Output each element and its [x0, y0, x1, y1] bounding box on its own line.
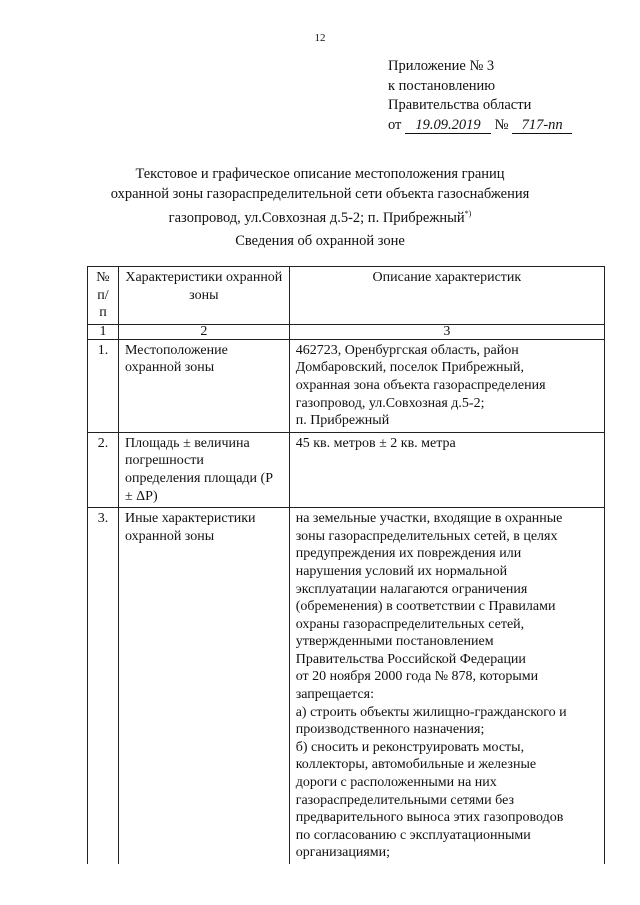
row-characteristic: Иные характеристики охранной зоны [118, 508, 289, 864]
description-line: а) строить объекты жилищно-гражданского и [295, 704, 567, 720]
description-line: производственного назначения; [295, 722, 485, 738]
description-line: охранная зона объекта газораспределения [295, 377, 546, 393]
row-characteristic: Площадь ± величина погрешности определения площади (Р ± ΔР) [118, 432, 289, 507]
title-line-3 [40, 204, 600, 228]
appendix-line-government: Правительства области [388, 97, 532, 113]
row-number: 3. [88, 508, 119, 864]
description-line: по согласованию с эксплуатационными [295, 827, 531, 843]
description-line: Правительства Российской Федерации [295, 651, 526, 667]
description-line: 462723, Оренбургская область, район [295, 342, 519, 358]
description-line: запрещается: [295, 687, 375, 703]
from-label: от [388, 116, 402, 133]
header-description: Описание характеристик [289, 267, 604, 325]
description-line: охраны газораспределительных сетей, [295, 616, 525, 632]
table-header-row [88, 267, 605, 325]
footnote-mark: *) [464, 209, 472, 218]
document-title [40, 165, 600, 228]
appendix-title: Приложение № 3 [388, 58, 495, 74]
table-row [88, 432, 605, 507]
description-line: 45 кв. метров ± 2 кв. метра [295, 435, 456, 451]
row-number: 1. [88, 339, 119, 432]
description-line: от 20 ноября 2000 года № 878, которыми [295, 669, 539, 685]
row-number: 2. [88, 432, 119, 507]
row-description [289, 339, 604, 432]
index-cell-3: 3 [289, 324, 604, 339]
description-line: Домбаровский, поселок Прибрежный, [295, 360, 524, 376]
row-description [289, 432, 604, 507]
zone-info-table [87, 266, 605, 864]
appendix-line-decree: к постановлению [388, 77, 496, 94]
description-line: (обременения) в соответствии с Правилами [295, 599, 556, 615]
description-line: нарушения условий их нормальной [295, 563, 508, 579]
description-line: п. Прибрежный [295, 413, 390, 429]
description-line: дороги с расположенными на них [295, 775, 497, 791]
row-description [289, 508, 604, 864]
description-line: газораспределительными сетями без [295, 792, 515, 808]
description-line: эксплуатации налагаются ограничения [295, 581, 528, 597]
decree-number: 717-пп [512, 118, 572, 134]
title-line-1: Текстовое и графическое описание местоположения границ [135, 166, 505, 182]
description-line: б) сносить и реконструировать мосты, [295, 739, 525, 755]
appendix-date-line [388, 116, 572, 136]
description-line: организациями; [295, 845, 391, 861]
table-row [88, 508, 605, 864]
description-line: зоны газораспределительных сетей, в целях [295, 528, 558, 544]
row-characteristic: Местоположение охранной зоны [118, 339, 289, 432]
index-cell-2: 2 [118, 324, 289, 339]
table-row [88, 339, 605, 432]
header-number: № п/п [88, 267, 119, 325]
description-line: предупреждения их повреждения или [295, 546, 522, 562]
title-line-3-text: газопровод, ул.Совхозная д.5-2; п. Прибрежный [168, 209, 465, 226]
appendix-block [388, 57, 572, 135]
index-cell-1: 1 [88, 324, 119, 339]
title-line-2: охранной зоны газораспределительной сети объекта газоснабжения [110, 185, 530, 202]
description-line: на земельные участки, входящие в охранные [295, 511, 563, 527]
description-line: предварительного выноса этих газопроводов [295, 810, 564, 826]
description-line: газопровод, ул.Совхозная д.5-2; [295, 395, 485, 411]
description-line: утвержденными постановлением [295, 634, 494, 650]
table-index-row [88, 324, 605, 339]
number-label: № [494, 116, 509, 133]
decree-date: 19.09.2019 [405, 118, 491, 134]
description-line: коллекторы, автомобильные и железные [295, 757, 537, 773]
header-characteristic: Характеристики охранной зоны [118, 267, 289, 325]
section-subtitle: Сведения об охранной зоне [235, 233, 405, 249]
page-number: 12 [314, 32, 326, 44]
